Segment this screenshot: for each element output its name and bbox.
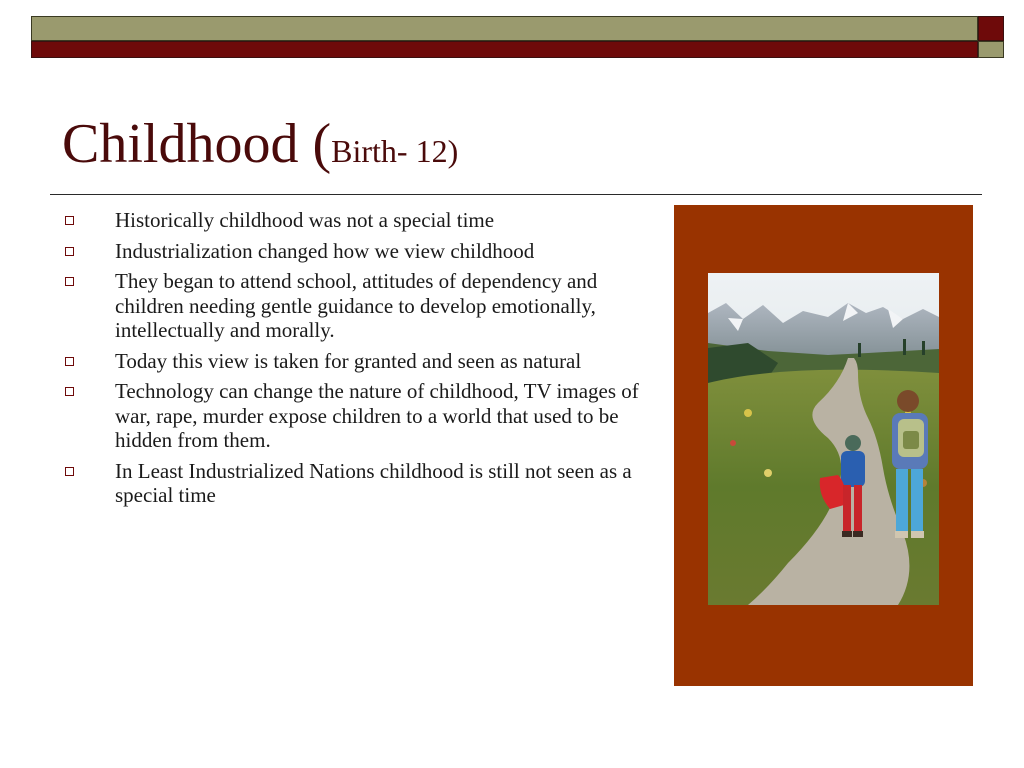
square-bullet-icon bbox=[65, 277, 74, 286]
slide-title bbox=[62, 112, 458, 176]
children-hiking-photo bbox=[708, 273, 939, 605]
list-item bbox=[60, 349, 640, 374]
header-decoration bbox=[0, 0, 1024, 62]
square-bullet-icon bbox=[65, 387, 74, 396]
square-bullet-icon bbox=[65, 216, 74, 225]
title-main: Childhood ( bbox=[62, 113, 332, 175]
square-bullet-icon bbox=[65, 357, 74, 366]
title-divider bbox=[50, 194, 982, 195]
photo-frame bbox=[674, 205, 973, 686]
square-bullet-icon bbox=[65, 467, 74, 476]
title-subtitle: Birth- 12) bbox=[331, 133, 459, 169]
list-item bbox=[60, 379, 640, 453]
list-item bbox=[60, 208, 640, 233]
red-band bbox=[31, 41, 978, 58]
olive-band bbox=[31, 16, 978, 41]
list-item bbox=[60, 239, 640, 264]
red-corner-square bbox=[978, 16, 1004, 41]
bullet-text: Technology can change the nature of childhood, TV images of war, rape, murder expose children to a world that used to be hidden from them. bbox=[115, 379, 639, 452]
bullet-text: Industrialization changed how we view childhood bbox=[115, 238, 535, 263]
bullet-list bbox=[60, 208, 640, 514]
square-bullet-icon bbox=[65, 247, 74, 256]
list-item bbox=[60, 459, 640, 508]
olive-corner-square bbox=[978, 41, 1004, 58]
bullet-text: In Least Industrialized Nations childhood is still not seen as a special time bbox=[115, 458, 632, 507]
hiking-scene-illustration bbox=[708, 273, 939, 605]
bullet-text: Today this view is taken for granted and seen as natural bbox=[115, 348, 582, 373]
bullet-text: They began to attend school, attitudes of dependency and children needing gentle guidance to develop emotionally, intellectually and morally. bbox=[115, 269, 598, 342]
bullet-text: Historically childhood was not a special time bbox=[115, 208, 495, 232]
list-item bbox=[60, 269, 640, 343]
